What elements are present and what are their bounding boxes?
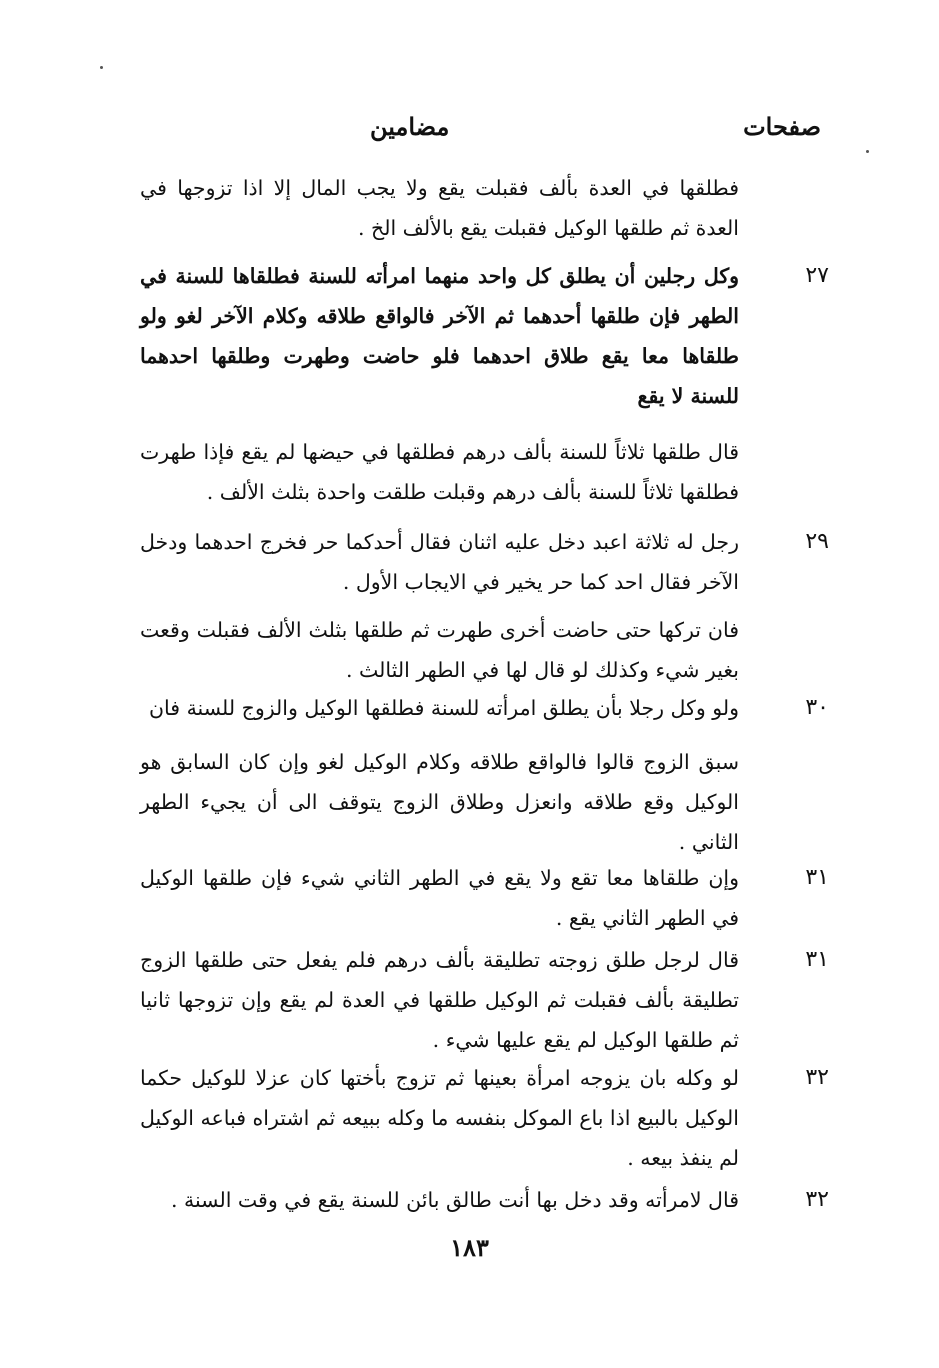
entry-text: ولو وكل رجلا بأن يطلق امرأته للسنة فطلقها الوكيل والزوج للسنة فان: [148, 696, 739, 720]
list-item: [140, 1058, 829, 1178]
list-item: [140, 1180, 829, 1220]
scan-speck: [866, 150, 869, 153]
page-number: ١٨٣: [450, 1233, 489, 1262]
entry-text: فان تركها حتى حاضت أخرى طهرت ثم طلقها بثلث الألف فقبلت وقعت بغير شيء وكذلك لو قال لها في الطهر الثالث .: [140, 618, 739, 682]
entry-text: لو وكله بان يزوجه امرأة بعينها ثم تزوج بأختها كان عزلا للوكيل حكما الوكيل بالبيع اذا باع الموكل بنفسه ما وكله ببيعه ثم اشتراه فباعه الوكيل لم ينفذ بيعه .: [140, 1066, 739, 1170]
entry-page-number: ٣٢: [805, 1065, 829, 1090]
list-item: [140, 940, 829, 1060]
entry-text: فطلقها في العدة بألف فقبلت يقع ولا يجب المال إلا اذا تزوجها في العدة ثم طلقها الوكيل فقبلت يقع بالألف الخ .: [140, 176, 739, 240]
list-item: [140, 168, 829, 248]
entry-page-number: ٢٧: [805, 263, 829, 288]
pages-column-header: صفحات: [743, 112, 821, 141]
entry-text: وإن طلقاها معا تقع ولا يقع في الطهر الثاني شيء فإن طلقها الوكيل في الطهر الثاني يقع .: [140, 866, 739, 930]
scan-speck: [100, 66, 103, 69]
entry-page-number: ٣١: [805, 947, 829, 972]
list-item: [140, 432, 829, 512]
list-item: [140, 688, 829, 728]
entry-page-number: ٣١: [805, 865, 829, 890]
entry-page-number: ٣٢: [805, 1187, 829, 1212]
list-item: [140, 256, 829, 426]
contents-column-header: مضامين: [370, 112, 450, 141]
entry-text: قال لامرأته وقد دخل بها أنت طالق بائن للسنة يقع في وقت السنة .: [170, 1188, 739, 1212]
entry-text: قال طلقها ثلاثاً للسنة بألف درهم فطلقها في حيضها لم يقع فإذا طهرت فطلقها ثلاثاً للسنة بألف درهم وقبلت طلقت واحدة بثلث الألف .: [140, 440, 739, 504]
list-item: [140, 610, 829, 690]
entry-text: وكل رجلين أن يطلق كل واحد منهما امرأته للسنة فطلقاها للسنة في الطهر فإن طلقها أحدهما ثم الآخر فالواقع طلاقه وكلام الآخر لغو ولو طلقاها معا يقع طلاق احدهما فلو حاضت وطهرت وطلقها احدهما للسنة لا يقع: [140, 264, 739, 408]
entry-page-number: ٢٩: [805, 529, 829, 554]
list-item: [140, 742, 829, 862]
entry-page-number: ٣٠: [805, 695, 829, 720]
entry-text: سبق الزوج قالوا فالواقع طلاقه وكلام الوكيل لغو وإن كان السابق هو الوكيل وقع طلاقه وانعزل وطلاق الزوج يتوقف الى أن يجيء الطهر الثاني .: [140, 750, 739, 854]
entry-text: قال لرجل طلق زوجته تطليقة بألف درهم فلم يفعل حتى طلقها الزوج تطليقة بألف فقبلت ثم الوكيل طلقها في العدة لم يقع وإن تزوجها ثانيا ثم طلقها الوكيل لم يقع عليها شيء .: [140, 948, 739, 1052]
list-item: [140, 522, 829, 602]
list-item: [140, 858, 829, 938]
entry-text: رجل له ثلاثة اعبد دخل عليه اثنان فقال أحدكما حر فخرج احدهما ودخل الآخر فقال احد كما حر يخير في الايجاب الأول .: [140, 530, 739, 594]
